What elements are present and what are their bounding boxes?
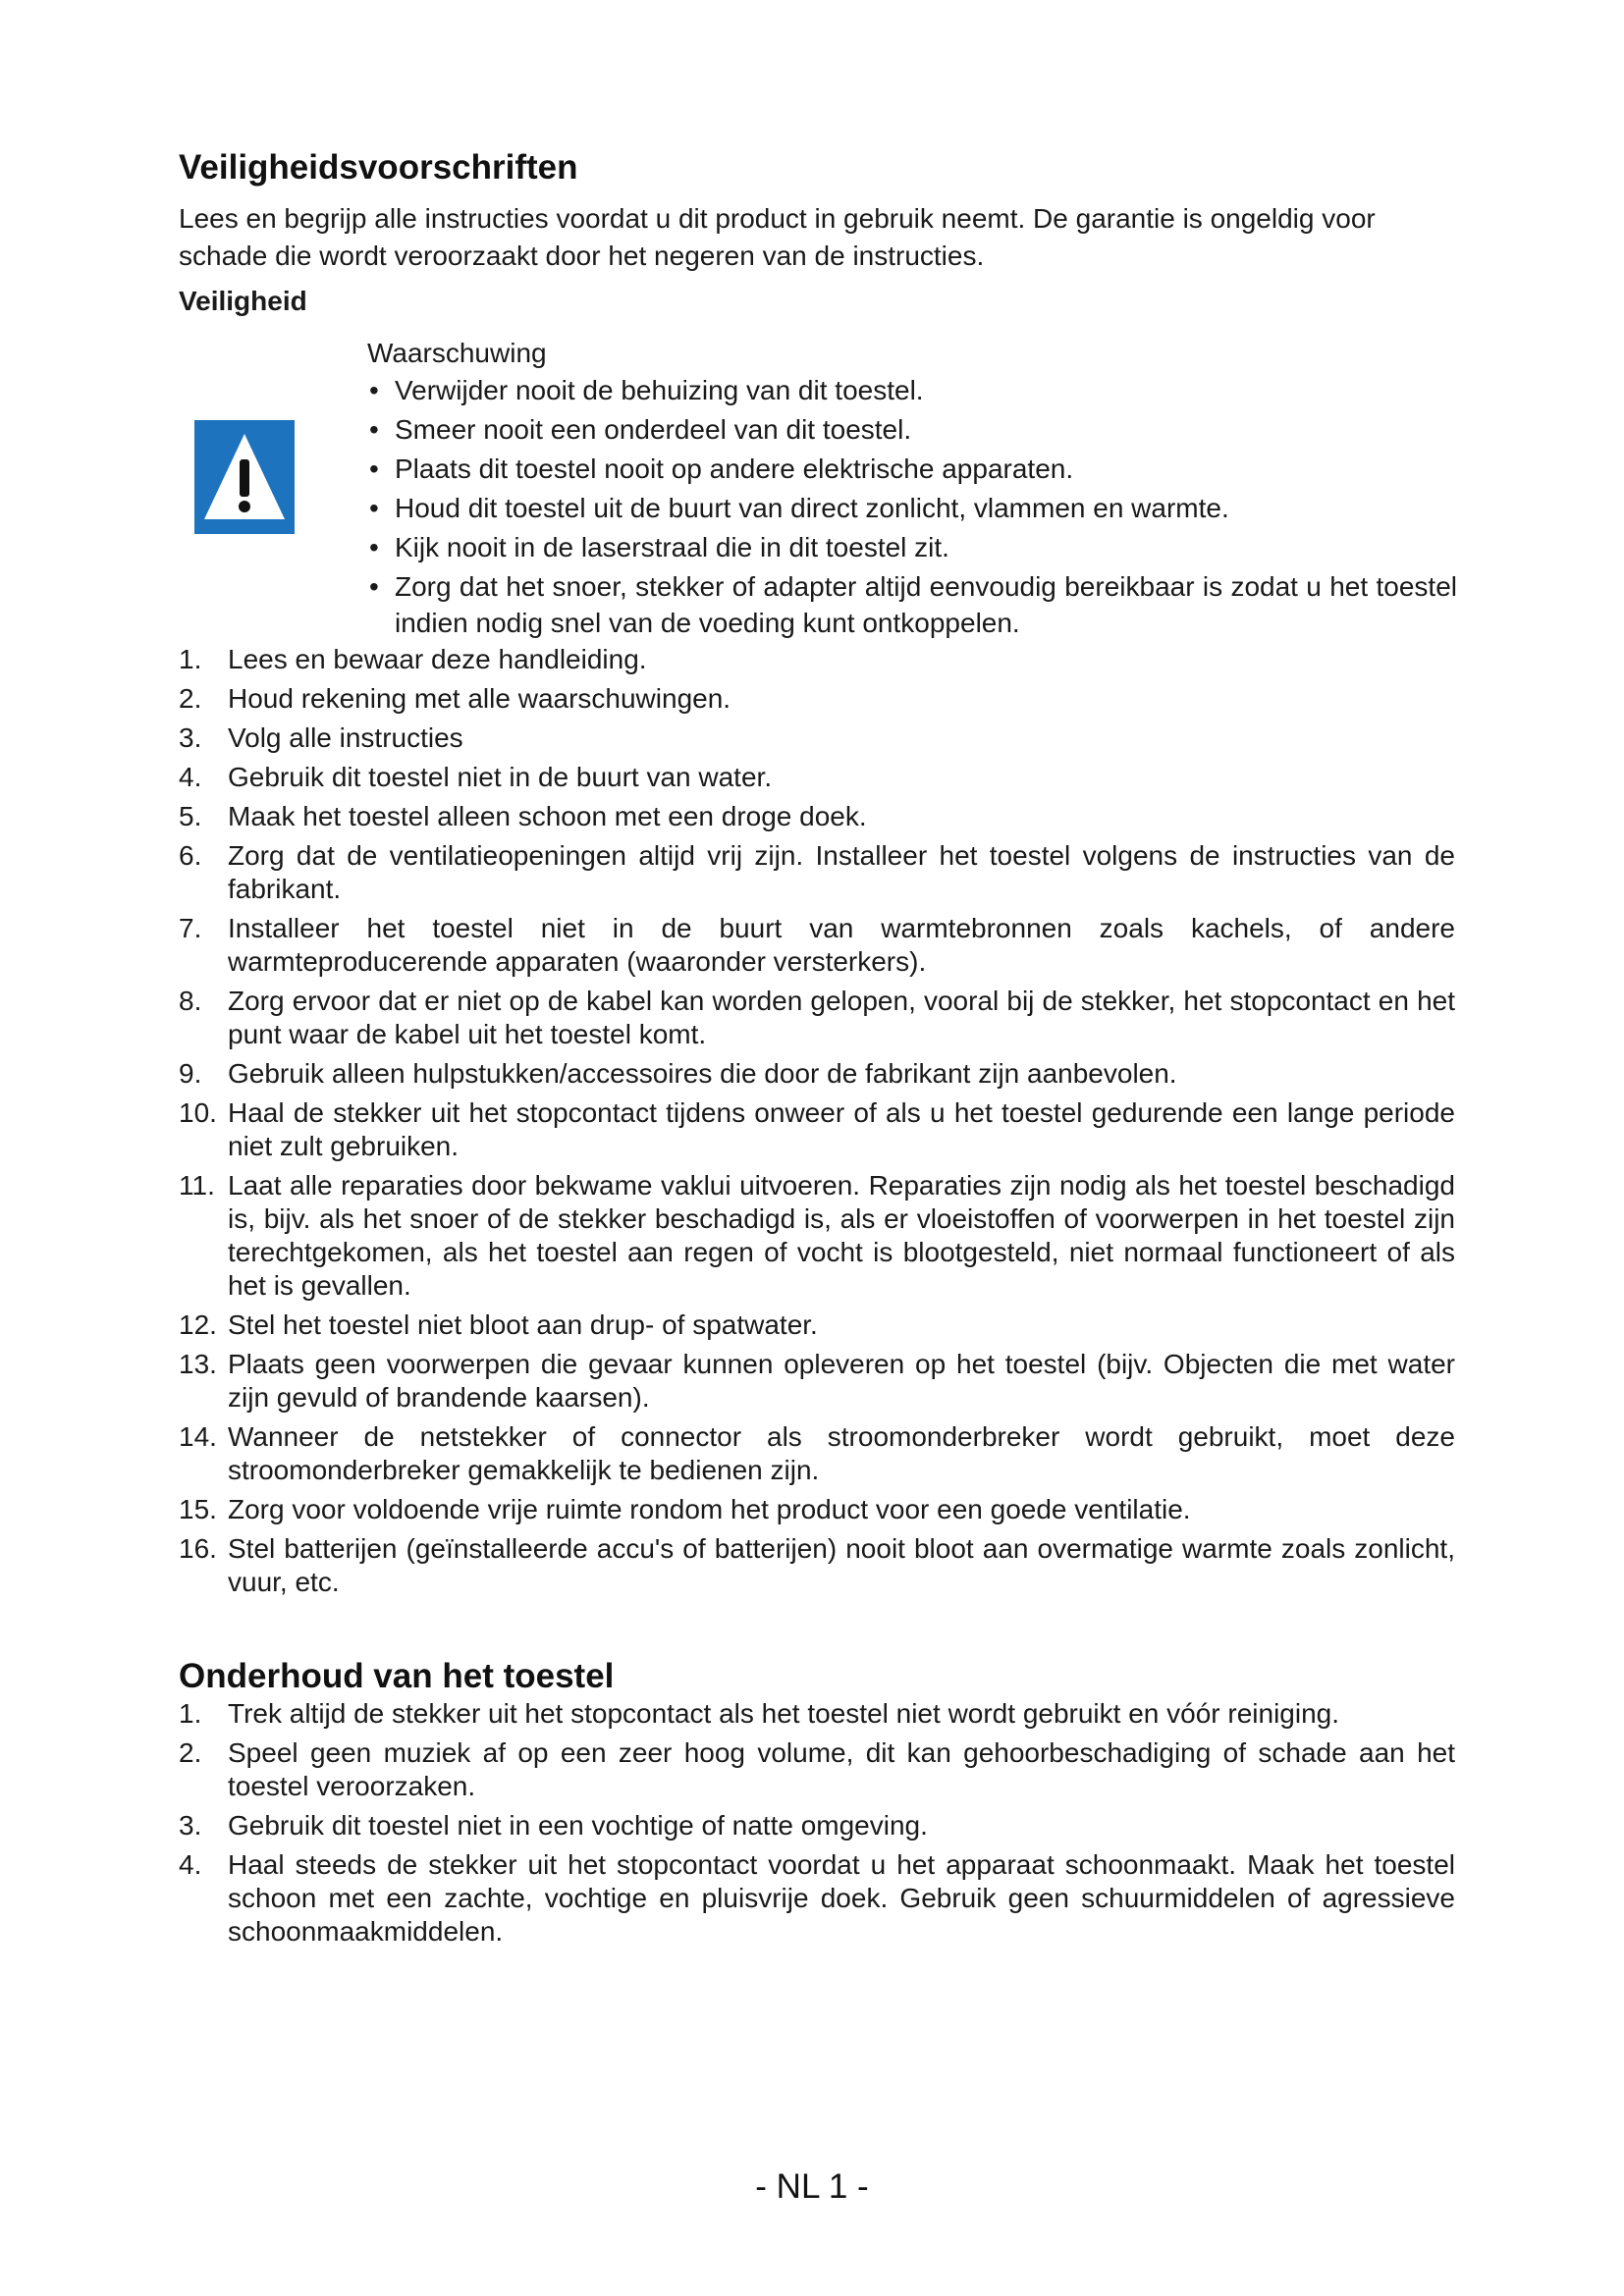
item-text: Zorg voor voldoende vrije ruimte rondom het product voor een goede ventilatie. xyxy=(228,1494,1191,1524)
list-item xyxy=(179,839,1455,906)
item-number: 3. xyxy=(179,1810,202,1841)
item-text: Laat alle reparaties door bekwame vaklui uitvoeren. Reparaties zijn nodig als het toestel beschadigd is, bijv. als het snoer of de stekker beschadigd is, als er vloeistoffen of voorwerpen in het toestel zijn terechtgekomen, als het toestel aan regen of vocht is blootgesteld, niet normaal functioneert of als het is gevallen. xyxy=(228,1170,1455,1301)
warning-title: Waarschuwing xyxy=(367,338,547,368)
warning-item: • Kijk nooit in de laserstraal die in dit toestel zit. xyxy=(367,529,1457,565)
item-number: 8. xyxy=(179,986,202,1016)
warning-item: • Plaats dit toestel nooit op andere elektrische apparaten. xyxy=(367,451,1457,487)
item-number: 5. xyxy=(179,801,202,831)
maintenance-section xyxy=(179,1656,1455,1949)
list-item xyxy=(179,1096,1455,1163)
warning-item: • Houd dit toestel uit de buurt van direct zonlicht, vlammen en warmte. xyxy=(367,490,1457,526)
page-number: - NL 1 - xyxy=(755,2167,869,2206)
item-text: Plaats geen voorwerpen die gevaar kunnen opleveren op het toestel (bijv. Objecten die met water zijn gevuld of brandende kaarsen). xyxy=(228,1349,1455,1413)
document-page xyxy=(179,147,1455,1954)
item-number: 4. xyxy=(179,762,202,792)
section-title-maintenance: Onderhoud van het toestel xyxy=(179,1657,615,1695)
list-item xyxy=(179,721,1455,755)
warning-triangle-icon xyxy=(194,420,295,534)
item-number: 1. xyxy=(179,1698,202,1729)
item-text: Zorg ervoor dat er niet op de kabel kan worden gelopen, vooral bij de stekker, het stopcontact en het punt waar de kabel uit het toestel komt. xyxy=(228,986,1455,1049)
list-item xyxy=(179,1697,1455,1731)
item-text: Trek altijd de stekker uit het stopcontact als het toestel niet wordt gebruikt en vóór reiniging. xyxy=(228,1698,1340,1729)
item-number: 2. xyxy=(179,683,202,714)
item-number: 7. xyxy=(179,913,202,943)
item-number: 12. xyxy=(179,1309,217,1340)
warning-text xyxy=(367,334,1457,644)
item-text: Zorg dat de ventilatieopeningen altijd vrij zijn. Installeer het toestel volgens de instructies van de fabrikant. xyxy=(228,840,1455,904)
list-item xyxy=(179,1809,1455,1842)
item-number: 9. xyxy=(179,1058,202,1089)
item-number: 14. xyxy=(179,1421,217,1452)
item-number: 2. xyxy=(179,1737,202,1768)
warning-item: • Verwijder nooit de behuizing van dit toestel. xyxy=(367,372,1457,408)
item-number: 11. xyxy=(179,1170,215,1201)
warning-item: • Smeer nooit een onderdeel van dit toestel. xyxy=(367,411,1457,448)
intro-paragraph: Lees en begrijp alle instructies voordat u dit product in gebruik neemt. De garantie is ongeldig voor schade die wordt veroorzaakt door het negeren van de instructies. xyxy=(179,203,1376,271)
item-text: Houd rekening met alle waarschuwingen. xyxy=(228,683,731,714)
item-text: Speel geen muziek af op een zeer hoog volume, dit kan gehoorbeschadiging of schade aan het toestel veroorzaken. xyxy=(228,1737,1455,1801)
list-item xyxy=(179,1348,1455,1415)
list-item xyxy=(179,1736,1455,1803)
item-number: 15. xyxy=(179,1494,217,1524)
list-item xyxy=(179,800,1455,833)
item-text: Gebruik dit toestel niet in een vochtige of natte omgeving. xyxy=(228,1810,928,1841)
list-item xyxy=(179,1848,1455,1949)
item-text: Stel batterijen (geïnstalleerde accu's of batterijen) nooit bloot aan overmatige warmte zoals zonlicht, vuur, etc. xyxy=(228,1533,1455,1597)
warning-list xyxy=(367,372,1457,641)
list-item xyxy=(179,1420,1455,1487)
item-text: Wanneer de netstekker of connector als stroomonderbreker wordt gebruikt, moet deze stroomonderbreker gemakkelijk te bedienen zijn. xyxy=(228,1421,1455,1485)
item-text: Installeer het toestel niet in de buurt van warmtebronnen zoals kachels, of andere warmteproducerende apparaten (waaronder versterkers). xyxy=(228,913,1455,977)
list-item xyxy=(179,643,1455,676)
item-text: Volg alle instructies xyxy=(228,722,463,753)
item-text: Haal steeds de stekker uit het stopcontact voordat u het apparaat schoonmaakt. Maak het toestel schoon met een zachte, vochtige en pluisvrije doek. Gebruik geen schuurmiddelen of agressieve schoonmaakmiddelen. xyxy=(228,1849,1455,1947)
subheading-safety: Veiligheid xyxy=(179,286,307,316)
list-item xyxy=(179,1532,1455,1599)
item-number: 13. xyxy=(179,1349,217,1379)
item-number: 3. xyxy=(179,722,202,753)
item-number: 6. xyxy=(179,840,202,871)
section-title-safety: Veiligheidsvoorschriften xyxy=(179,148,578,187)
item-text: Gebruik alleen hulpstukken/accessoires die door de fabrikant zijn aanbevolen. xyxy=(228,1058,1177,1089)
warning-block xyxy=(179,334,1455,643)
list-item xyxy=(179,1308,1455,1342)
safety-list xyxy=(179,643,1455,1599)
item-text: Haal de stekker uit het stopcontact tijdens onweer of als u het toestel gedurende een lange periode niet zult gebruiken. xyxy=(228,1097,1455,1161)
item-number: 16. xyxy=(179,1533,217,1564)
list-item xyxy=(179,912,1455,979)
warning-item: • Zorg dat het snoer, stekker of adapter altijd eenvoudig bereikbaar is zodat u het toestel indien nodig snel van de voeding kunt ontkoppelen. xyxy=(367,568,1457,641)
item-text: Lees en bewaar deze handleiding. xyxy=(228,644,647,674)
item-number: 10. xyxy=(179,1097,217,1128)
list-item xyxy=(179,1493,1455,1526)
item-text: Stel het toestel niet bloot aan drup- of spatwater. xyxy=(228,1309,818,1340)
item-text: Gebruik dit toestel niet in de buurt van water. xyxy=(228,762,773,792)
list-item xyxy=(179,761,1455,794)
item-number: 1. xyxy=(179,644,202,674)
list-item xyxy=(179,985,1455,1051)
list-item xyxy=(179,1169,1455,1303)
list-item xyxy=(179,682,1455,716)
maintenance-list xyxy=(179,1697,1455,1949)
list-item xyxy=(179,1057,1455,1091)
item-text: Maak het toestel alleen schoon met een droge doek. xyxy=(228,801,867,831)
item-number: 4. xyxy=(179,1849,202,1880)
